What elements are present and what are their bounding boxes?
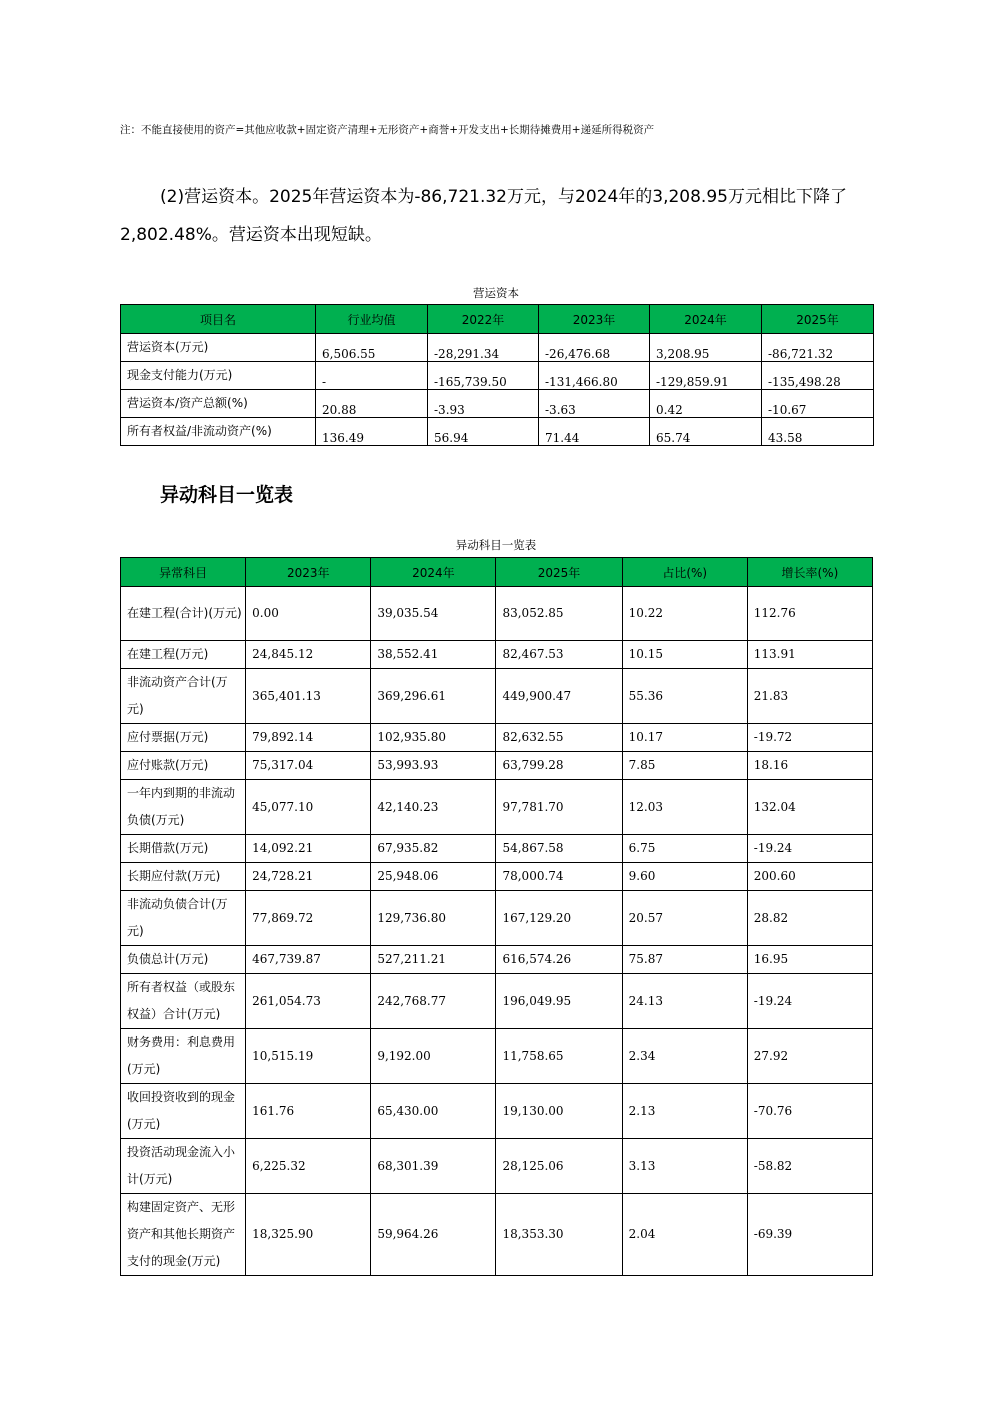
table-cell: -165,739.50	[428, 362, 539, 390]
table-row	[121, 974, 873, 1029]
row-label: 在建工程(万元)	[121, 641, 246, 669]
row-label: 长期借款(万元)	[121, 835, 246, 863]
table-row	[121, 1029, 873, 1084]
table-cell: 0.00	[246, 587, 371, 641]
table-cell: 16.95	[747, 946, 872, 974]
table-cell: 55.36	[622, 669, 747, 724]
table-cell: 7.85	[622, 752, 747, 780]
table-cell: 10.17	[622, 724, 747, 752]
row-label: 构建固定资产、无形资产和其他长期资产支付的现金(万元)	[121, 1194, 246, 1276]
table-cell: 79,892.14	[246, 724, 371, 752]
row-label: 应付票据(万元)	[121, 724, 246, 752]
table-cell: -19.72	[747, 724, 872, 752]
row-label: 投资活动现金流入小计(万元)	[121, 1139, 246, 1194]
row-label: 在建工程(合计)(万元)	[121, 587, 246, 641]
row-label: 所有者权益（或股东权益）合计(万元)	[121, 974, 246, 1029]
table1-header-2: 2022年	[428, 305, 539, 334]
row-label: 现金支付能力(万元)	[121, 362, 316, 390]
table-cell: 75,317.04	[246, 752, 371, 780]
table-cell: 2.04	[622, 1194, 747, 1276]
table-cell: -28,291.34	[428, 334, 539, 362]
table-cell: 365,401.13	[246, 669, 371, 724]
table-cell: -19.24	[747, 835, 872, 863]
table-cell: -129,859.91	[650, 362, 762, 390]
table-cell: 42,140.23	[371, 780, 496, 835]
table-cell: 6,506.55	[316, 334, 428, 362]
table2-header-0: 异常科目	[121, 558, 246, 587]
table-cell: 38,552.41	[371, 641, 496, 669]
table-cell: 2.13	[622, 1084, 747, 1139]
table-cell: 11,758.65	[496, 1029, 622, 1084]
table2-header-2: 2024年	[371, 558, 496, 587]
table-cell: 18,353.30	[496, 1194, 622, 1276]
table-cell: -58.82	[747, 1139, 872, 1194]
table-cell: 3.13	[622, 1139, 747, 1194]
table-cell: 12.03	[622, 780, 747, 835]
table-cell: 24,845.12	[246, 641, 371, 669]
row-label: 营运资本/资产总额(%)	[121, 390, 316, 418]
table-row	[121, 334, 874, 362]
table-cell: 77,869.72	[246, 891, 371, 946]
table-row	[121, 1084, 873, 1139]
table-cell: -10.67	[762, 390, 874, 418]
table-row	[121, 390, 874, 418]
table-cell: 25,948.06	[371, 863, 496, 891]
table-cell: 24.13	[622, 974, 747, 1029]
table-cell: 6,225.32	[246, 1139, 371, 1194]
table-cell: 449,900.47	[496, 669, 622, 724]
table-cell: 112.76	[747, 587, 872, 641]
table-cell: 67,935.82	[371, 835, 496, 863]
table-cell: -135,498.28	[762, 362, 874, 390]
table-cell: 45,077.10	[246, 780, 371, 835]
table-row	[121, 641, 873, 669]
table-cell: 21.83	[747, 669, 872, 724]
row-label: 应付账款(万元)	[121, 752, 246, 780]
table-cell: 19,130.00	[496, 1084, 622, 1139]
table-cell: 97,781.70	[496, 780, 622, 835]
table-cell: 20.88	[316, 390, 428, 418]
table-cell: 54,867.58	[496, 835, 622, 863]
table-cell: 82,467.53	[496, 641, 622, 669]
table-row	[121, 669, 873, 724]
table1-header-3: 2023年	[539, 305, 650, 334]
table-cell: 0.42	[650, 390, 762, 418]
table-cell: 56.94	[428, 418, 539, 446]
table-cell: -3.93	[428, 390, 539, 418]
table-cell: 14,092.21	[246, 835, 371, 863]
row-label: 非流动负债合计(万元)	[121, 891, 246, 946]
row-label: 营运资本(万元)	[121, 334, 316, 362]
table-cell: 10.22	[622, 587, 747, 641]
table-row	[121, 946, 873, 974]
working-capital-table	[120, 304, 874, 446]
table2-header-5: 增长率(%)	[747, 558, 872, 587]
table-row	[121, 891, 873, 946]
section-heading: 异动科目一览表	[160, 484, 294, 506]
table-cell: 9,192.00	[371, 1029, 496, 1084]
table-cell: 102,935.80	[371, 724, 496, 752]
table-row	[121, 418, 874, 446]
table1-header-1: 行业均值	[316, 305, 428, 334]
table-cell: 18,325.90	[246, 1194, 371, 1276]
table-cell: 68,301.39	[371, 1139, 496, 1194]
table1-header-4: 2024年	[650, 305, 762, 334]
table-cell: 63,799.28	[496, 752, 622, 780]
formula-note: 注：不能直接使用的资产=其他应收款+固定资产清理+无形资产+商誉+开发支出+长期待摊费用+递延所得税资产	[120, 124, 655, 136]
abnormal-items-table	[120, 557, 873, 1276]
table-cell: 136.49	[316, 418, 428, 446]
table-cell: 71.44	[539, 418, 650, 446]
table2-header-4: 占比(%)	[622, 558, 747, 587]
table-cell: 616,574.26	[496, 946, 622, 974]
table1-header-0: 项目名	[121, 305, 316, 334]
table-cell: -70.76	[747, 1084, 872, 1139]
table-cell: 369,296.61	[371, 669, 496, 724]
table-cell: 467,739.87	[246, 946, 371, 974]
table-cell: -19.24	[747, 974, 872, 1029]
table-cell: 65.74	[650, 418, 762, 446]
row-label: 所有者权益/非流动资产(%)	[121, 418, 316, 446]
table-cell: -	[316, 362, 428, 390]
table-row	[121, 863, 873, 891]
table-cell: 10,515.19	[246, 1029, 371, 1084]
table-cell: 53,993.93	[371, 752, 496, 780]
table1-caption: 营运资本	[473, 286, 519, 300]
table-cell: 39,035.54	[371, 587, 496, 641]
table-row	[121, 1139, 873, 1194]
table-cell: 59,964.26	[371, 1194, 496, 1276]
table-cell: 129,736.80	[371, 891, 496, 946]
table-row	[121, 724, 873, 752]
table-cell: 113.91	[747, 641, 872, 669]
table-cell: 18.16	[747, 752, 872, 780]
table-cell: 83,052.85	[496, 587, 622, 641]
table-cell: -86,721.32	[762, 334, 874, 362]
table-cell: 43.58	[762, 418, 874, 446]
table-row	[121, 587, 873, 641]
table2-header-3: 2025年	[496, 558, 622, 587]
row-label: 非流动资产合计(万元)	[121, 669, 246, 724]
table-cell: 161.76	[246, 1084, 371, 1139]
table2-caption: 异动科目一览表	[455, 538, 537, 552]
table-cell: 6.75	[622, 835, 747, 863]
table-cell: 200.60	[747, 863, 872, 891]
table-row	[121, 752, 873, 780]
table-cell: 3,208.95	[650, 334, 762, 362]
table-cell: 28,125.06	[496, 1139, 622, 1194]
table-row	[121, 780, 873, 835]
table-cell: 28.82	[747, 891, 872, 946]
table-cell: 24,728.21	[246, 863, 371, 891]
table-cell: -3.63	[539, 390, 650, 418]
row-label: 一年内到期的非流动负债(万元)	[121, 780, 246, 835]
working-capital-paragraph: (2)营运资本。2025年营运资本为-86,721.32万元，与2024年的3,208.95万元相比下降了2,802.48%。营运资本出现短缺。	[120, 187, 847, 245]
table-cell: 65,430.00	[371, 1084, 496, 1139]
table-cell: 2.34	[622, 1029, 747, 1084]
table-cell: 78,000.74	[496, 863, 622, 891]
table-cell: 75.87	[622, 946, 747, 974]
table-row	[121, 1194, 873, 1276]
table-cell: 132.04	[747, 780, 872, 835]
table-cell: 9.60	[622, 863, 747, 891]
table-cell: 82,632.55	[496, 724, 622, 752]
table-cell: 196,049.95	[496, 974, 622, 1029]
table-cell: 242,768.77	[371, 974, 496, 1029]
table-row	[121, 835, 873, 863]
table-cell: 261,054.73	[246, 974, 371, 1029]
table-cell: 167,129.20	[496, 891, 622, 946]
table-cell: 527,211.21	[371, 946, 496, 974]
table1-header-5: 2025年	[762, 305, 874, 334]
table-cell: -26,476.68	[539, 334, 650, 362]
row-label: 收回投资收到的现金(万元)	[121, 1084, 246, 1139]
table-row	[121, 362, 874, 390]
table2-header-1: 2023年	[246, 558, 371, 587]
table-cell: 27.92	[747, 1029, 872, 1084]
table-cell: 10.15	[622, 641, 747, 669]
row-label: 财务费用：利息费用(万元)	[121, 1029, 246, 1084]
table-cell: -69.39	[747, 1194, 872, 1276]
table-cell: -131,466.80	[539, 362, 650, 390]
table-cell: 20.57	[622, 891, 747, 946]
row-label: 长期应付款(万元)	[121, 863, 246, 891]
row-label: 负债总计(万元)	[121, 946, 246, 974]
